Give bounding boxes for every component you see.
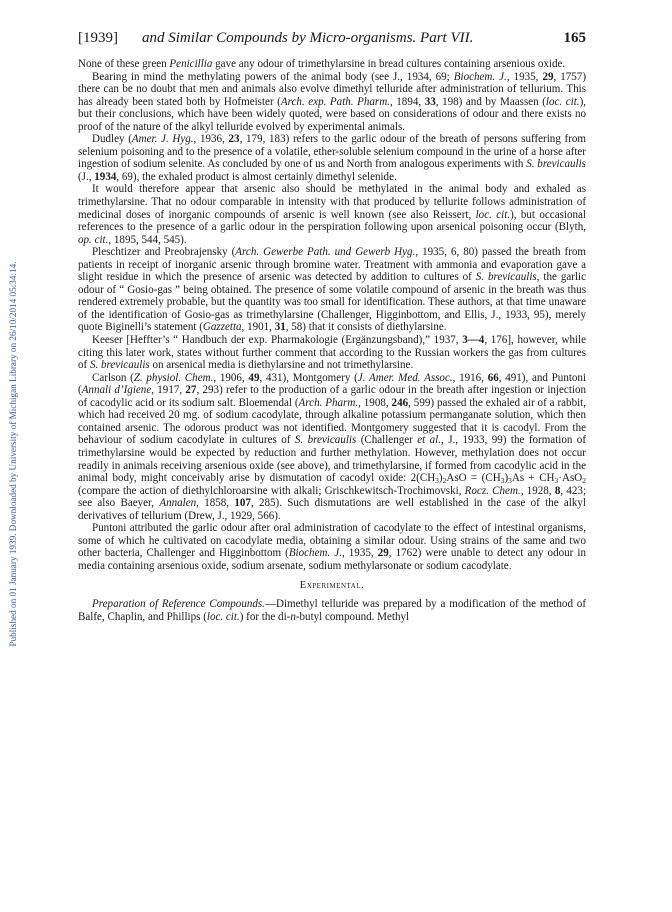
paragraph: It would therefore appear that arsenic also should be methylated in the animal body and exhaled as trimethylarsine. That no odour comparable in intensity with that produced by tellurite follows administration of medicinal doses of inorganic compounds of arsenic is well known (see also Reissert, loc. cit.), but occasional references to the presence of a garlic odour in the perspiration following upon arsenical poisoning occur (Blyth, op. cit., 1895, 544, 545). (78, 183, 587, 246)
publication-sidebar (0, 0, 30, 912)
paragraph: Keeser [Heffter’s “ Handbuch der exp. Pharmakologie (Ergänzungsband),” 1937, 3—4, 176], however, while citing this later work, states without further comment that according to the Russian workers the gas from cultures of S. brevicaulis on arsenical media is diethylarsine and not trimethylarsine. (78, 334, 587, 372)
section-heading (78, 580, 586, 593)
page-number: 165 (563, 30, 586, 46)
article-body (78, 58, 586, 623)
paragraph: Pleschtizer and Preobrajensky (Arch. Gewerbe Path. und Gewerb Hyg., 1935, 6, 80) passed the breath from patients in receipt of inorganic arsenic through bromine water. Treatment with ammonia and evaporation gave a slight residue in which the presence of arsenic was detected by addition to cultures of S. brevicaulis, the garlic odour of “ Gosio-gas ” being obtained. The presence of some volatile compound of arsenic in the breath was thus rendered extremely probable, but the quantity was too small for identification. These authors, at that time unaware of the identification of Gosio-gas as trimethylarsine (Challenger, Higginbottom, and Ellis, J., 1933, 95), merely quote Biginelli’s statement (Gazzetta, 1901, 31, 58) that it consists of diethylarsine. (78, 246, 586, 334)
paragraph: Dudley (Amer. J. Hyg., 1936, 23, 179, 183) refers to the garlic odour of the breath of persons suffering from selenium poisoning and to the presence of a volatile, ether-soluble selenium compound in the urine of a horse after ingestion of sodium selenite. As concluded by one of us and North from analogous experiments with S. brevicaulis (J., 1934, 69), the exhaled product is almost certainly dimethyl selenide. (78, 133, 586, 183)
sidebar-publication-note: Published on 01 January 1939. Downloaded by University of Michigan Library on 26/10/2014 05:34:14. (8, 261, 18, 647)
header-title: and Similar Compounds by Micro-organisms. Part VII. (142, 30, 474, 46)
paragraph: Carlson (Z. physiol. Chem., 1906, 49, 431), Montgomery (J. Amer. Med. Assoc., 1916, 66, 491), and Puntoni (Annali d’Igiene, 1917, 27, 293) refer to the production of a garlic odour in the breath after ingestion or injection of cacodylic acid or its sodium salt. Bloemendal (Arch. Pharm., 1908, 246, 599) passed the exhaled air of a rabbit, which had received 20 mg. of sodium cacodylate, through alkaline potassium permanganate solution, which then contained arsenic. The odorous product was not identified. Montgomery suggested that it is cacodyl. From the behaviour of sodium cacodylate in cultures of S. brevicaulis (Challenger et al., J., 1933, 99) the formation of trimethylarsine would be expected by reduction and further methylation. However, methylation does not occur readily in animals receiving arsenious oxide (see above), and trimethylarsine, if formed from cacodylic acid in the animal body, might conceivably arise by dismutation of cacodyl oxide: $2(CH_3)_2AsO = (CH_3)_3As + CH_3\cdot AsO_2$ (compare the action of diethylchloroarsine with alkali; Grischkewitsch-Trochimovski, Rocz. Chem., 1928, 8, 423; see also Baeyer, Annalen, 1858, 107, 285). Such dismutations are well established in the case of the alkyl derivatives of tellurium (Drew, J., 1929, 566). (78, 371, 587, 522)
running-header (78, 30, 586, 52)
paragraph: None of these green Penicillia gave any odour of trimethylarsine in bread cultures containing arsenious oxide. (78, 58, 566, 70)
paragraph: Bearing in mind the methylating powers of the animal body (see J., 1934, 69; Biochem. J., 1935, 29, 1757) there can be no doubt that men and animals also evolve dimethyl telluride after administration of tellurium. This has already been stated both by Hofmeister (Arch. exp. Path. Pharm., 1894, 33, 198) and by Maassen (loc. cit.), but their conclusions, which have been widely quoted, were based on considerations of odour and there exists no proof of the nature of the alkyl telluride evolved by experimental animals. (78, 70, 587, 133)
paragraph: Puntoni attributed the garlic odour after oral administration of cacodylate to the effect of intestinal organisms, some of which he cultivated on cacodylate media, obtaining a similar odour. Using strains of the same and two other bacteria, Challenger and Higginbottom (Biochem. J., 1935, 29, 1762) were unable to detect any odour in media containing arsenious oxide, sodium arsenate, sodium methylarsonate or sodium cacodylate. (78, 522, 586, 572)
header-year: [1939] (78, 30, 118, 46)
section-heading-text: Experimental. (299, 580, 365, 592)
paragraph: Preparation of Reference Compounds.—Dimethyl telluride was prepared by a modification of the method of Balfe, Chaplin, and Phillips (loc. cit.) for the di-n-butyl compound. Methyl (78, 597, 587, 623)
